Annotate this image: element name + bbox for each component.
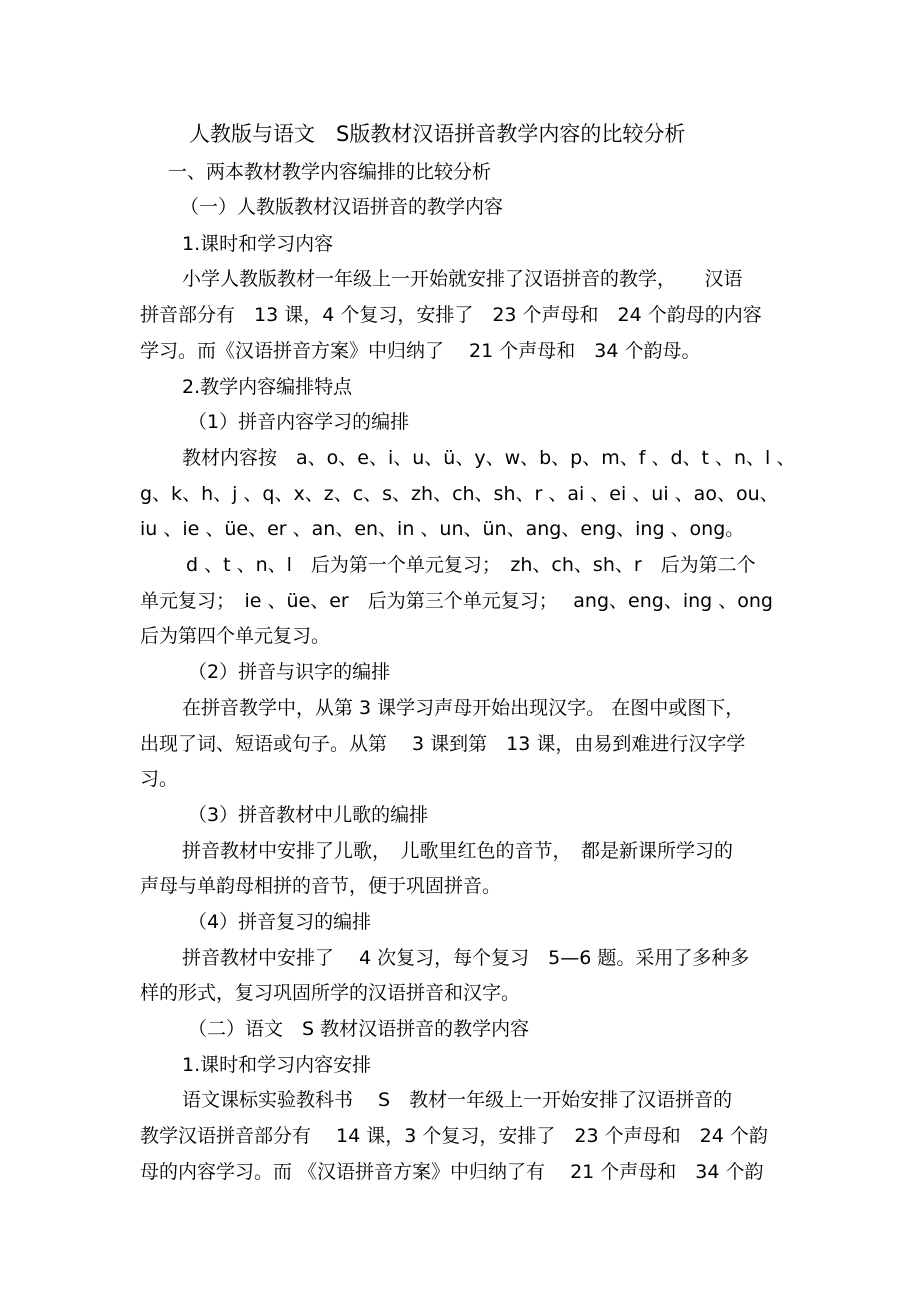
paragraph-line: 母的内容学习。而 《汉语拼音方案》中归纳了有 21 个声母和 34 个韵 [140, 1161, 764, 1183]
paragraph-line: 习。 [140, 768, 179, 790]
subsection-heading-1: （一）人教版教材汉语拼音的教学内容 [180, 196, 504, 218]
item-heading-1: 1.课时和学习内容 [182, 233, 334, 255]
paragraph-line: 学习。而《汉语拼音方案》中归纳了 21 个声母和 34 个韵母。 [140, 340, 701, 362]
paragraph-line: iu 、ie 、üe、er 、an、en、in 、un、ün、ang、eng、ing 、ong。 [140, 518, 745, 540]
paragraph-line: 后为第四个单元复习。 [140, 625, 331, 647]
sub-item-heading-2: （2）拼音与识字的编排 [188, 661, 391, 683]
paragraph-line: 在拼音教学中，从第 3 课学习声母开始出现汉字。 在图中或图下， [182, 697, 745, 719]
document-title: 人教版与语文 S版教材汉语拼音教学内容的比较分析 [189, 122, 686, 146]
paragraph-line: 出现了词、短语或句子。从第 3 课到第 13 课，由易到难进行汉字学 [140, 733, 746, 755]
sub-item-heading-3: （3）拼音教材中儿歌的编排 [188, 804, 429, 826]
paragraph-line: 教材内容按 a、o、e、i、u、ü、y、w、b、p、m、f 、d、t 、n、l 、 [182, 447, 796, 469]
paragraph-line: 拼音教材中安排了 4 次复习，每个复习 5—6 题。采用了多种多 [182, 947, 750, 969]
paragraph-line: 语文课标实验教科书 S 教材一年级上一开始安排了汉语拼音的 [182, 1089, 733, 1111]
sub-item-heading-1: （1）拼音内容学习的编排 [188, 411, 410, 433]
item-heading-2: 2.教学内容编排特点 [182, 376, 353, 398]
paragraph-line: g、k、h、j 、q、x、z、c、s、zh、ch、sh、r 、ai 、ei 、ui 、ao、ou、 [140, 483, 779, 505]
paragraph-line: 教学汉语拼音部分有 14 课，3 个复习，安排了 23 个声母和 24 个韵 [140, 1125, 768, 1147]
paragraph-line: 样的形式，复习巩固所学的汉语拼音和汉字。 [140, 982, 521, 1004]
paragraph-line: d 、t 、n、l 后为第一个单元复习； zh、ch、sh、r 后为第二个 [186, 554, 756, 576]
paragraph-line: 拼音教材中安排了儿歌， 儿歌里红色的音节， 都是新课所学习的 [182, 840, 734, 862]
paragraph-line: 声母与单韵母相拼的音节，便于巩固拼音。 [140, 875, 502, 897]
subsection-heading-2: （二）语文 S 教材汉语拼音的教学内容 [188, 1018, 530, 1040]
paragraph-line: 单元复习； ie 、üe、er 后为第三个单元复习； ang、eng、ing 、ong [140, 590, 773, 612]
section-heading-1: 一、两本教材教学内容编排的比较分析 [168, 161, 492, 183]
item-heading-3: 1.课时和学习内容安排 [182, 1054, 372, 1076]
paragraph-line: 拼音部分有 13 课，4 个复习，安排了 23 个声母和 24 个韵母的内容 [140, 304, 762, 326]
sub-item-heading-4: （4）拼音复习的编排 [188, 911, 372, 933]
paragraph-line: 小学人教版教材一年级上一开始就安排了汉语拼音的教学， 汉语 [182, 268, 743, 290]
